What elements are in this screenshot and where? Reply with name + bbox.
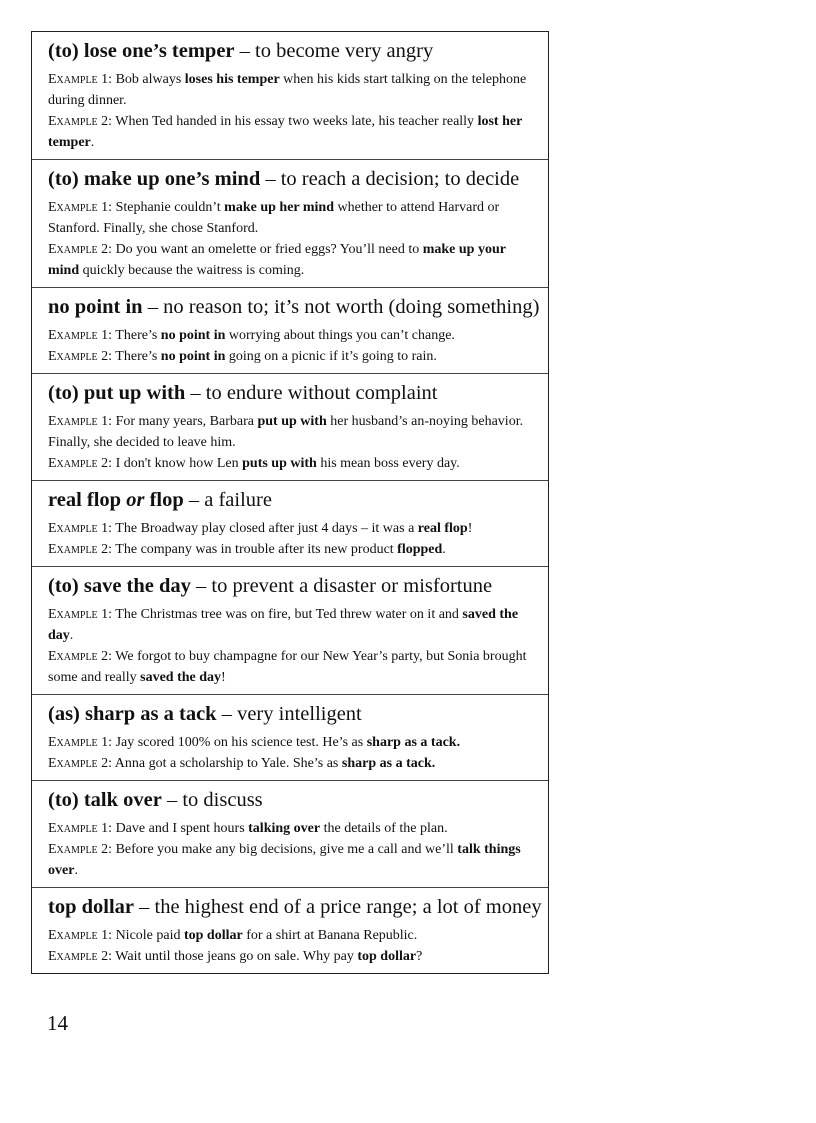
example-label: Example 1:: [48, 328, 113, 343]
example-text: for a shirt at Banana Republic.: [242, 928, 418, 943]
idiom-entry: [32, 481, 548, 567]
example-idiom: no point in: [160, 349, 226, 364]
idiom-heading: [48, 294, 538, 320]
example-label: Example 2:: [48, 242, 113, 257]
idiom-definition: – to reach a decision; to decide: [260, 168, 520, 190]
example-text: .: [442, 542, 446, 557]
idiom-definition: – to discuss: [161, 789, 263, 811]
example-label: Example 1:: [48, 821, 113, 836]
idiom-definition: – to become very angry: [234, 40, 434, 62]
example-sentence: [48, 818, 538, 839]
example-sentence: [48, 753, 538, 774]
idiom-entry: [32, 888, 548, 973]
example-text: Dave and I spent hours: [112, 821, 249, 836]
idiom-entry: [32, 567, 548, 695]
example-sentence: [48, 69, 538, 111]
idiom-term: no point in: [48, 296, 143, 318]
example-label: Example 2:: [48, 949, 113, 964]
idiom-entry: [32, 288, 548, 374]
example-idiom: make up her mind: [224, 200, 334, 215]
example-label: Example 2:: [48, 756, 113, 771]
example-sentence: [48, 239, 538, 281]
idiom-heading: [48, 894, 542, 920]
example-idiom: saved the day: [140, 670, 222, 685]
example-text: I don't know how Len: [112, 456, 243, 471]
example-label: Example 1:: [48, 735, 113, 750]
example-label: Example 1:: [48, 607, 113, 622]
example-text: !: [467, 521, 473, 536]
example-sentence: [48, 946, 538, 967]
idiom-heading: [48, 787, 538, 813]
idiom-heading: [48, 380, 538, 406]
example-idiom: top dollar: [357, 949, 417, 964]
example-label: Example 2:: [48, 349, 113, 364]
example-text: Before you make any big decisions, give me a call and we’ll: [112, 842, 458, 857]
example-idiom: no point in: [160, 328, 226, 343]
example-idiom: talk things over: [48, 842, 521, 878]
idiom-definition: – the highest end of a price range; a lot of money: [134, 896, 542, 918]
example-text: Bob always: [112, 72, 185, 87]
example-sentence: [48, 604, 538, 646]
example-label: Example 2:: [48, 456, 113, 471]
idiom-term: (to) make up one’s mind: [48, 168, 261, 190]
example-text: the details of the plan.: [320, 821, 448, 836]
page-number: 14: [47, 1011, 68, 1035]
idiom-heading: [48, 701, 538, 727]
example-text: going on a picnic if it’s going to rain.: [225, 349, 437, 364]
example-text: There’s: [112, 349, 161, 364]
example-idiom: real flop: [417, 521, 468, 536]
idiom-glossary-box: [31, 31, 549, 974]
example-text: Nicole paid: [112, 928, 184, 943]
example-idiom: sharp as a tack.: [366, 735, 461, 750]
idiom-heading: [48, 166, 538, 192]
example-text: The company was in trouble after its new product: [112, 542, 398, 557]
example-idiom: lost her temper: [48, 114, 523, 150]
example-text: whether to attend Harvard or Stanford. Finally, she chose Stanford.: [48, 200, 500, 236]
idiom-entry: [32, 781, 548, 888]
idiom-term: (as) sharp as a tack: [48, 703, 217, 725]
idiom-term: (to) talk over: [48, 789, 162, 811]
example-text: .: [69, 628, 74, 643]
idiom-entry: [32, 695, 548, 781]
example-sentence: [48, 325, 538, 346]
example-idiom: saved the day: [48, 607, 519, 643]
example-sentence: [48, 197, 538, 239]
idiom-heading: [48, 573, 538, 599]
example-sentence: [48, 518, 538, 539]
example-label: Example 1:: [48, 200, 113, 215]
idiom-term: top dollar: [48, 896, 134, 918]
example-label: Example 1:: [48, 928, 113, 943]
example-sentence: [48, 925, 538, 946]
example-text: .: [74, 863, 78, 878]
idiom-term: (to) lose one’s temper: [48, 40, 235, 62]
idiom-definition: – very intelligent: [216, 703, 362, 725]
example-label: Example 2:: [48, 114, 113, 129]
idiom-heading: [48, 487, 538, 513]
example-label: Example 2:: [48, 649, 113, 664]
example-text: worrying about things you can’t change.: [225, 328, 455, 343]
example-text: There’s: [112, 328, 161, 343]
idiom-term: real flop: [48, 489, 127, 511]
example-text: The Christmas tree was on fire, but Ted threw water on it and: [112, 607, 463, 622]
example-sentence: [48, 111, 538, 153]
example-text: Anna got a scholarship to Yale. She’s as: [112, 756, 342, 771]
example-label: Example 1:: [48, 414, 113, 429]
example-text: her husband’s an-noying behavior. Finally, she decided to leave him.: [48, 414, 524, 450]
idiom-heading: [48, 38, 538, 64]
example-sentence: [48, 411, 538, 453]
idiom-entry: [32, 160, 548, 288]
example-label: Example 1:: [48, 521, 113, 536]
example-idiom: make up your mind: [48, 242, 506, 278]
idiom-term: or: [126, 489, 145, 511]
example-text: ?: [416, 949, 423, 964]
example-text: Stephanie couldn’t: [112, 200, 225, 215]
idiom-term: (to) save the day: [48, 575, 191, 597]
example-text: When Ted handed in his essay two weeks late, his teacher really: [112, 114, 478, 129]
example-sentence: [48, 839, 538, 881]
example-idiom: put up with: [257, 414, 327, 429]
example-text: when his kids start talking on the telephone during dinner.: [48, 72, 527, 108]
idiom-term: flop: [144, 489, 184, 511]
example-text: We forgot to buy champagne for our New Year’s party, but Sonia brought some and really: [48, 649, 527, 685]
example-idiom: sharp as a tack.: [341, 756, 436, 771]
example-idiom: loses his temper: [184, 72, 280, 87]
example-text: Do you want an omelette or fried eggs? You’ll need to: [112, 242, 423, 257]
idiom-definition: – no reason to; it’s not worth (doing something): [142, 296, 540, 318]
example-text: !: [221, 670, 226, 685]
example-sentence: [48, 539, 538, 560]
example-idiom: talking over: [248, 821, 321, 836]
example-text: .: [90, 135, 95, 150]
example-text: Wait until those jeans go on sale. Why pay: [112, 949, 358, 964]
example-text: Jay scored 100% on his science test. He’s as: [112, 735, 367, 750]
idiom-definition: – to prevent a disaster or misfortune: [190, 575, 493, 597]
example-idiom: puts up with: [242, 456, 317, 471]
example-sentence: [48, 453, 538, 474]
example-text: his mean boss every day.: [316, 456, 460, 471]
example-label: Example 2:: [48, 842, 113, 857]
idiom-definition: – a failure: [183, 489, 272, 511]
example-text: quickly because the waitress is coming.: [79, 263, 305, 278]
example-label: Example 1:: [48, 72, 113, 87]
idiom-entry: [32, 374, 548, 481]
example-text: For many years, Barbara: [112, 414, 258, 429]
example-idiom: flopped: [397, 542, 443, 557]
example-sentence: [48, 346, 538, 367]
example-text: The Broadway play closed after just 4 days – it was a: [112, 521, 418, 536]
example-sentence: [48, 646, 538, 688]
idiom-term: (to) put up with: [48, 382, 186, 404]
example-sentence: [48, 732, 538, 753]
example-label: Example 2:: [48, 542, 113, 557]
idiom-entry: [32, 32, 548, 160]
example-idiom: top dollar: [183, 928, 243, 943]
idiom-definition: – to endure without complaint: [185, 382, 438, 404]
